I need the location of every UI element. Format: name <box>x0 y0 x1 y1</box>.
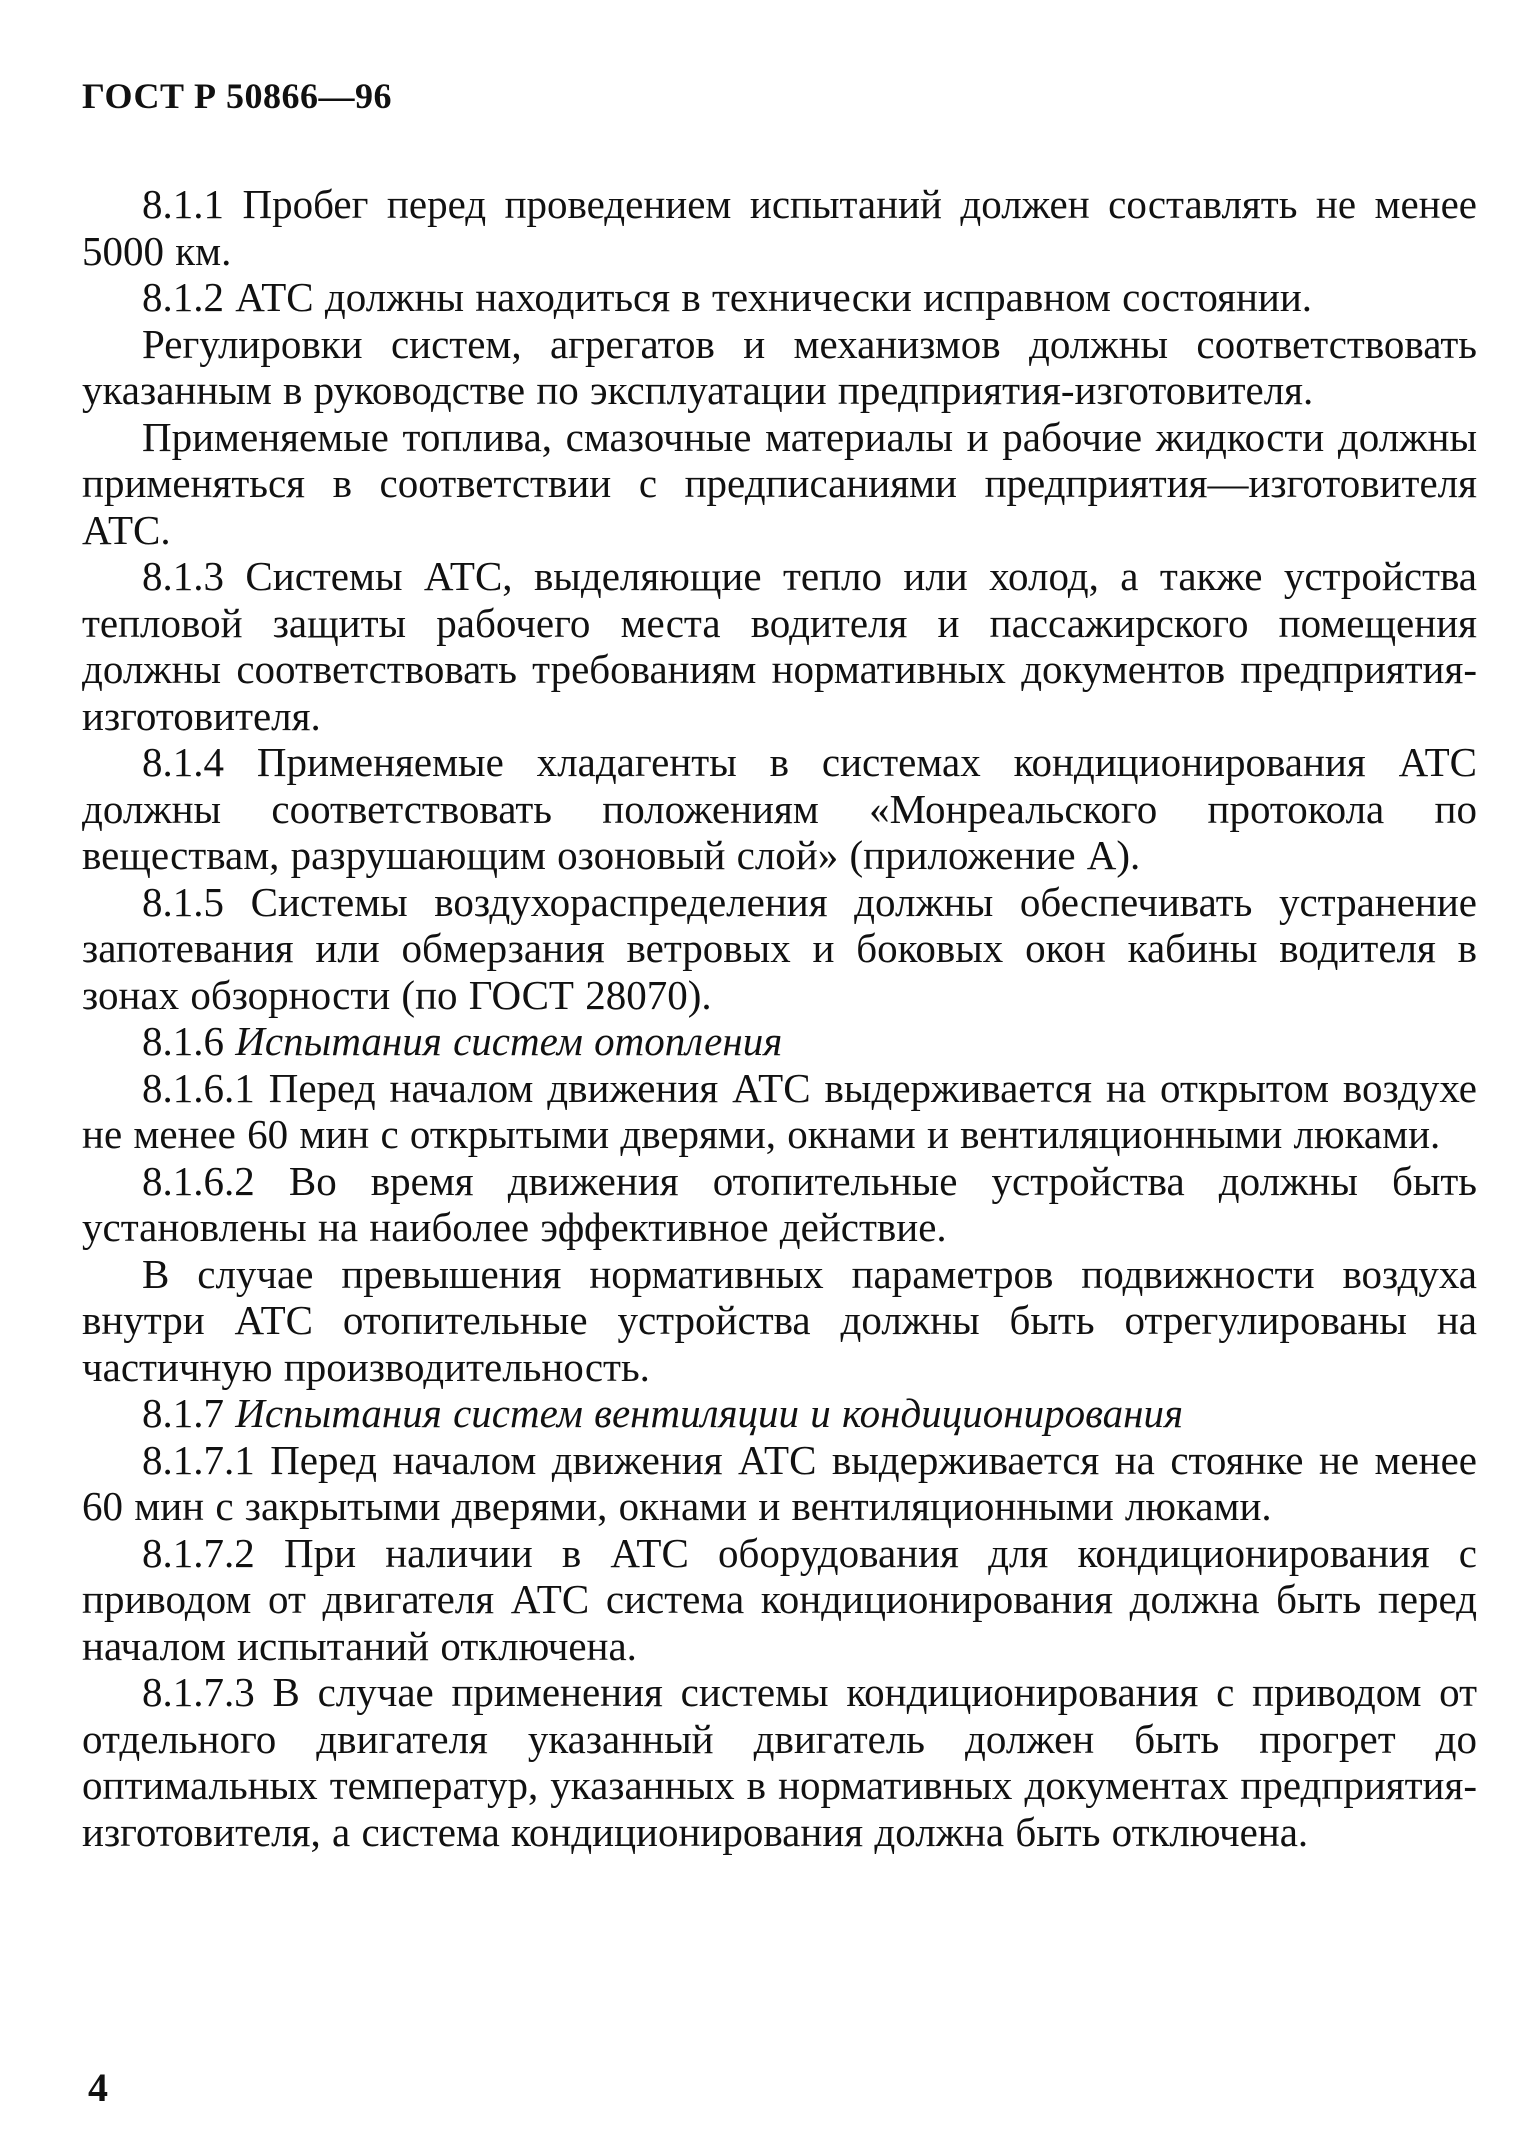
clause-number: 8.1.6.1 <box>142 1064 255 1111</box>
clause-text: Перед началом движения АТС выдерживается на стоянке не менее 60 мин с закрытыми дверями, окнами и вентиляционными люками. <box>82 1436 1478 1529</box>
clause-text: Перед началом движения АТС выдерживается на открытом воздухе не менее 60 мин с открытыми дверями, окнами и вентиляционными люками. <box>82 1064 1477 1157</box>
paragraph <box>82 274 1477 321</box>
clause-title: Испытания систем отопления <box>235 1018 783 1064</box>
clause-number: 8.1.4 <box>142 739 224 785</box>
clause-text: Применяемые топлива, смазочные материалы и рабочие жидкости должны применяться в соответствии с предписаниями предприятия—изготовителя АТС. <box>82 413 1477 553</box>
paragraph <box>82 1251 1477 1391</box>
clause-text: При наличии в АТС оборудования для кондиционирования с приводом от двигателя АТС система кондиционирования должна быть перед началом испытаний отключена. <box>82 1529 1478 1669</box>
clause-number: 8.1.6 <box>142 1018 224 1064</box>
clause-text: АТС должны находиться в технически исправном состоянии. <box>235 274 1313 320</box>
paragraph <box>82 739 1477 879</box>
clause-number: 8.1.7 <box>142 1390 224 1436</box>
clause-text: Системы воздухораспределения должны обеспечивать устранение запотевания или обмерзания ветровых и боковых окон кабины водителя в зонах обзорности (по ГОСТ 28070). <box>82 878 1478 1018</box>
paragraph <box>82 321 1477 414</box>
clause-text: Пробег перед проведением испытаний должен составлять не менее 5000 км. <box>82 181 1478 274</box>
clause-number: 8.1.7.3 <box>142 1669 255 1715</box>
document-body <box>82 181 1477 1855</box>
paragraph <box>82 414 1477 554</box>
paragraph <box>82 1390 1477 1437</box>
clause-text: Применяемые хладагенты в системах кондиционирования АТС должны соответствовать положениям «Монреальского протокола по веществам, разрушающим озоновый слой» (приложение А). <box>82 739 1477 878</box>
paragraph <box>82 1158 1477 1251</box>
clause-number: 8.1.7.1 <box>142 1436 255 1483</box>
clause-text: Системы АТС, выделяющие тепло или холод, а также устройства тепловой защиты рабочего места водителя и пассажирского помещения должны соответствовать требованиям нормативных документов предприятия-изготовителя. <box>82 553 1478 739</box>
paragraph <box>82 181 1477 274</box>
paragraph <box>82 1437 1477 1530</box>
clause-number: 8.1.2 <box>142 274 224 320</box>
clause-text: В случае применения системы кондиционирования с приводом от отдельного двигателя указанный двигатель должен быть прогрет до оптимальных температур, указанных в нормативных документах предприятия-изготовителя, а система кондиционирования должна быть отключена. <box>82 1669 1478 1855</box>
paragraph <box>82 1018 1477 1065</box>
paragraph <box>82 1530 1477 1670</box>
clause-title: Испытания систем вентиляции и кондиционирования <box>235 1390 1184 1436</box>
clause-number: 8.1.6.2 <box>142 1157 255 1204</box>
paragraph <box>82 879 1477 1019</box>
clause-text: Регулировки систем, агрегатов и механизмов должны соответствовать указанным в руководстве по эксплуатации предприятия-изготовителя. <box>82 320 1477 413</box>
clause-text: В случае превышения нормативных параметров подвижности воздуха внутри АТС отопительные устройства должны быть отрегулированы на частичную производительность. <box>82 1250 1477 1390</box>
page-number: 4 <box>88 2065 108 2110</box>
paragraph <box>82 1669 1477 1855</box>
document-code-header: ГОСТ Р 50866—96 <box>82 76 392 116</box>
clause-number: 8.1.5 <box>142 878 224 925</box>
clause-text: Во время движения отопительные устройства должны быть установлены на наиболее эффективное действие. <box>82 1157 1477 1250</box>
clause-number: 8.1.1 <box>142 181 224 227</box>
paragraph <box>82 553 1477 739</box>
clause-number: 8.1.3 <box>142 553 224 599</box>
paragraph <box>82 1065 1477 1158</box>
document-page <box>82 60 1477 1855</box>
clause-number: 8.1.7.2 <box>142 1529 255 1576</box>
